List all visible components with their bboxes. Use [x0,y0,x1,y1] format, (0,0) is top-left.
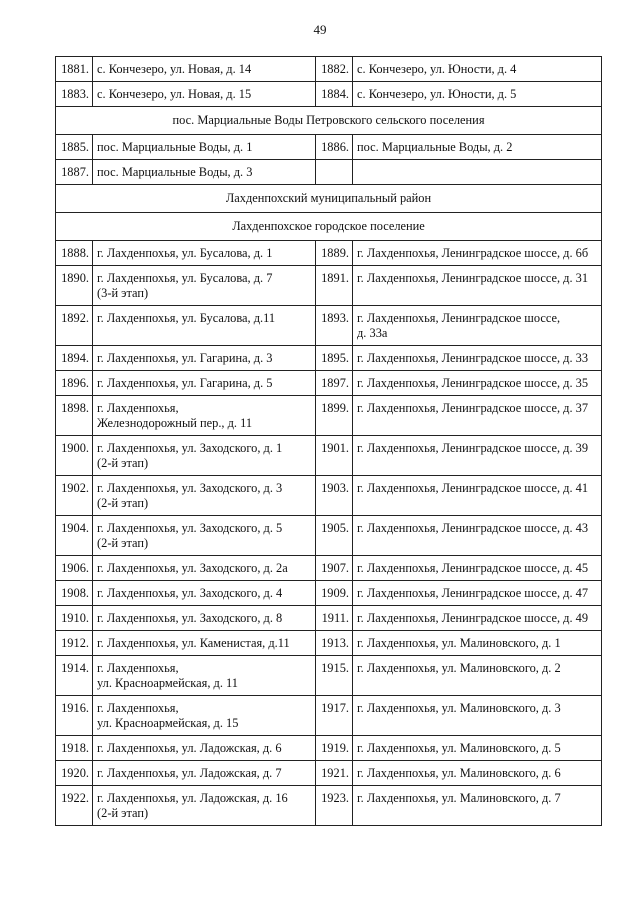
entry-number: 1907. [316,556,353,581]
entry-number: 1894. [56,346,93,371]
entry-address: г. Лахденпохья, ул. Гагарина, д. 5 [93,371,316,396]
entry-address: с. Кончезеро, ул. Новая, д. 14 [93,57,316,82]
entry-number: 1882. [316,57,353,82]
entry-address: пос. Марциальные Воды, д. 1 [93,135,316,160]
entry-number: 1919. [316,736,353,761]
entry-number: 1886. [316,135,353,160]
section-title: Лахденпохское городское поселение [56,213,602,241]
entry-address: г. Лахденпохья, ул. Красноармейская, д. 15 [93,696,316,736]
table-row [56,556,602,581]
table-row [56,606,602,631]
entry-number: 1892. [56,306,93,346]
entry-number: 1898. [56,396,93,436]
entry-address: г. Лахденпохья, ул. Малиновского, д. 1 [353,631,602,656]
entry-address: г. Лахденпохья, Ленинградское шоссе, д. 33 [353,346,602,371]
entry-address: г. Лахденпохья, ул. Малиновского, д. 7 [353,786,602,826]
table-row [56,135,602,160]
entry-number: 1900. [56,436,93,476]
entry-number: 1916. [56,696,93,736]
entry-number: 1890. [56,266,93,306]
entry-number: 1917. [316,696,353,736]
entry-number: 1913. [316,631,353,656]
entry-address: г. Лахденпохья, ул. Малиновского, д. 3 [353,696,602,736]
entry-address: г. Лахденпохья, ул. Бусалова, д. 7 (3-й этап) [93,266,316,306]
entry-number [316,160,353,185]
table-row [56,436,602,476]
section-title: пос. Марциальные Воды Петровского сельского поселения [56,107,602,135]
entry-number: 1881. [56,57,93,82]
entry-number: 1895. [316,346,353,371]
entry-address: г. Лахденпохья, ул. Малиновского, д. 6 [353,761,602,786]
table-row [56,476,602,516]
entry-address: г. Лахденпохья, Ленинградское шоссе, д. 37 [353,396,602,436]
entry-address: с. Кончезеро, ул. Новая, д. 15 [93,82,316,107]
entry-address: г. Лахденпохья, ул. Бусалова, д.11 [93,306,316,346]
table-row [56,371,602,396]
entry-address: г. Лахденпохья, ул. Ладожская, д. 16 (2-й этап) [93,786,316,826]
entry-number: 1918. [56,736,93,761]
entry-number: 1923. [316,786,353,826]
table-row [56,631,602,656]
entry-number: 1912. [56,631,93,656]
entry-number: 1893. [316,306,353,346]
entry-address: с. Кончезеро, ул. Юности, д. 5 [353,82,602,107]
section-title: Лахденпохский муниципальный район [56,185,602,213]
entry-address: г. Лахденпохья, Ленинградское шоссе, д. 47 [353,581,602,606]
table-row [56,266,602,306]
entry-address: г. Лахденпохья, ул. Заходского, д. 3 (2-й этап) [93,476,316,516]
entry-address [353,160,602,185]
entry-number: 1914. [56,656,93,696]
entry-address: г. Лахденпохья, Ленинградское шоссе, д. 43 [353,516,602,556]
entry-address: г. Лахденпохья, ул. Каменистая, д.11 [93,631,316,656]
entry-address: г. Лахденпохья, ул. Малиновского, д. 5 [353,736,602,761]
entry-address: с. Кончезеро, ул. Юности, д. 4 [353,57,602,82]
entry-number: 1908. [56,581,93,606]
entry-number: 1906. [56,556,93,581]
entry-address: г. Лахденпохья, Ленинградское шоссе, д. 39 [353,436,602,476]
entry-address: г. Лахденпохья, Ленинградское шоссе, д. 31 [353,266,602,306]
entry-number: 1921. [316,761,353,786]
entry-number: 1910. [56,606,93,631]
table-row [56,761,602,786]
entry-number: 1896. [56,371,93,396]
entry-address: г. Лахденпохья, Ленинградское шоссе, д. 35 [353,371,602,396]
table-row [56,306,602,346]
entry-address: пос. Марциальные Воды, д. 3 [93,160,316,185]
entry-number: 1904. [56,516,93,556]
table-row [56,82,602,107]
entry-address: г. Лахденпохья, Ленинградское шоссе, д. 49 [353,606,602,631]
address-table [55,56,602,826]
entry-number: 1922. [56,786,93,826]
table-row [56,736,602,761]
entry-address: г. Лахденпохья, Ленинградское шоссе, д. 6б [353,241,602,266]
section-header-row [56,213,602,241]
table-row [56,160,602,185]
table-row [56,581,602,606]
entry-number: 1902. [56,476,93,516]
entry-address: г. Лахденпохья, ул. Красноармейская, д. 11 [93,656,316,696]
section-header-row [56,107,602,135]
entry-number: 1909. [316,581,353,606]
entry-number: 1905. [316,516,353,556]
entry-number: 1899. [316,396,353,436]
entry-address: г. Лахденпохья, ул. Бусалова, д. 1 [93,241,316,266]
entry-address: г. Лахденпохья, ул. Малиновского, д. 2 [353,656,602,696]
table-row [56,516,602,556]
entry-number: 1888. [56,241,93,266]
entry-address: г. Лахденпохья, ул. Заходского, д. 8 [93,606,316,631]
section-header-row [56,185,602,213]
entry-number: 1920. [56,761,93,786]
table-row [56,346,602,371]
entry-address: г. Лахденпохья, ул. Заходского, д. 2а [93,556,316,581]
entry-address: пос. Марциальные Воды, д. 2 [353,135,602,160]
entry-address: г. Лахденпохья, ул. Ладожская, д. 7 [93,761,316,786]
table-row [56,656,602,696]
entry-number: 1891. [316,266,353,306]
entry-number: 1911. [316,606,353,631]
entry-number: 1885. [56,135,93,160]
entry-address: г. Лахденпохья, Ленинградское шоссе, д. 33а [353,306,602,346]
entry-address: г. Лахденпохья, ул. Заходского, д. 5 (2-й этап) [93,516,316,556]
entry-address: г. Лахденпохья, ул. Заходского, д. 4 [93,581,316,606]
entry-number: 1897. [316,371,353,396]
entry-address: г. Лахденпохья, ул. Гагарина, д. 3 [93,346,316,371]
table-row [56,241,602,266]
entry-number: 1887. [56,160,93,185]
page-number: 49 [313,22,327,37]
entry-number: 1889. [316,241,353,266]
entry-number: 1901. [316,436,353,476]
address-table-body [56,57,602,826]
entry-address: г. Лахденпохья, Железнодорожный пер., д. 11 [93,396,316,436]
entry-address: г. Лахденпохья, ул. Ладожская, д. 6 [93,736,316,761]
entry-number: 1903. [316,476,353,516]
entry-number: 1915. [316,656,353,696]
entry-address: г. Лахденпохья, Ленинградское шоссе, д. 41 [353,476,602,516]
table-row [56,786,602,826]
entry-address: г. Лахденпохья, Ленинградское шоссе, д. 45 [353,556,602,581]
entry-number: 1884. [316,82,353,107]
entry-number: 1883. [56,82,93,107]
table-row [56,396,602,436]
table-row [56,57,602,82]
table-row [56,696,602,736]
entry-address: г. Лахденпохья, ул. Заходского, д. 1 (2-й этап) [93,436,316,476]
